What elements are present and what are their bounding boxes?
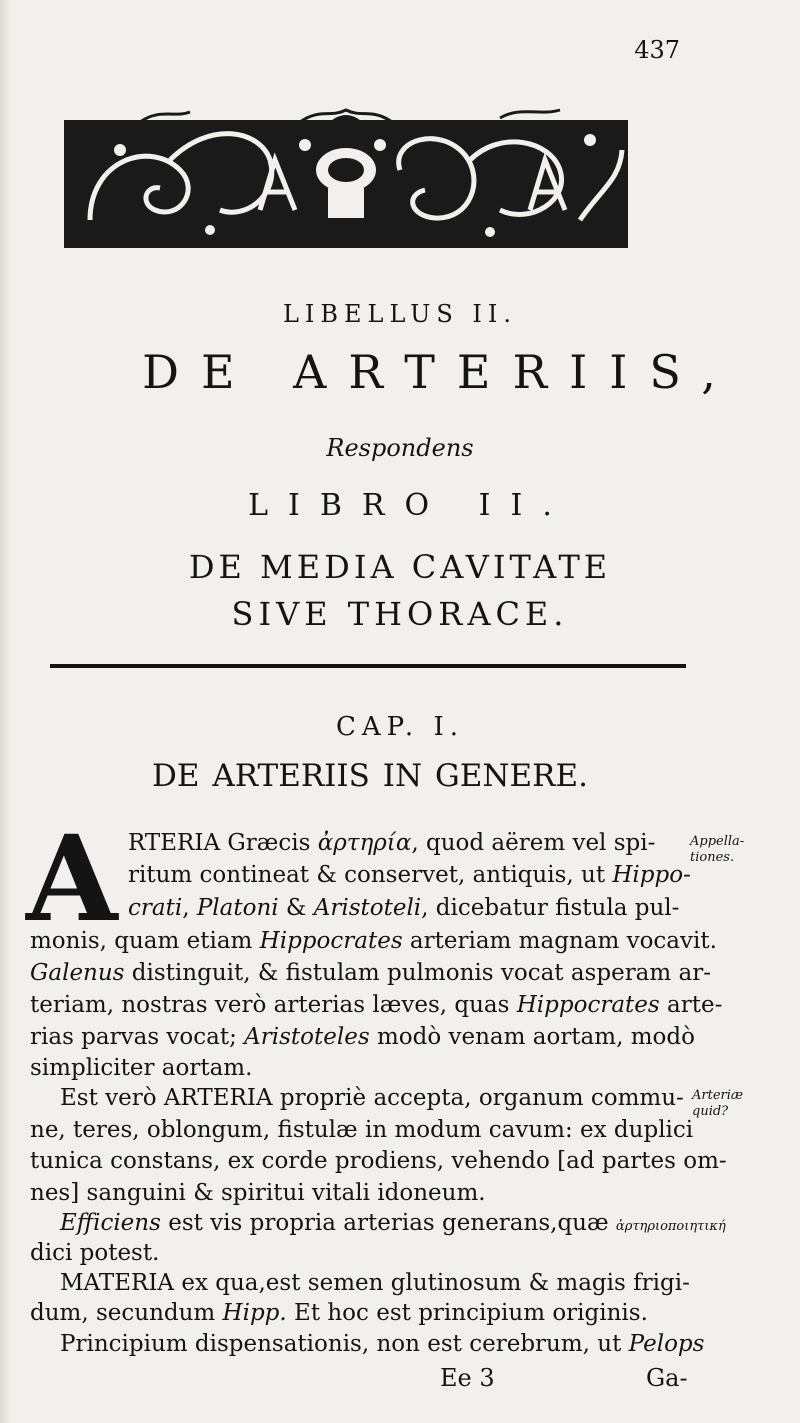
subtitle-line-2: SIVE THORACE. bbox=[231, 595, 569, 633]
text-line-11: tunica constans, ex corde prodiens, vehendo [ad partes om- bbox=[30, 1148, 727, 1174]
drop-capital: A bbox=[26, 809, 118, 948]
margin-note-appellationes: Appella- tiones. bbox=[690, 834, 745, 865]
text-line-2: ritum contineat & conservet, antiquis, ut Hippo- bbox=[128, 862, 691, 888]
text-line-12: nes] sanguini & spiritui vitali idoneum. bbox=[30, 1180, 486, 1206]
text-line-5: Galenus distinguit, & fistulam pulmonis vocat asperam ar- bbox=[30, 960, 711, 986]
chapter-number: CAP. I. bbox=[336, 712, 464, 742]
text-line-9: Est verò ARTERIA propriè accepta, organum commu- bbox=[60, 1085, 684, 1111]
text-line-17: Principium dispensationis, non est cerebrum, ut Pelops bbox=[60, 1331, 705, 1357]
headpiece-ornament bbox=[60, 100, 632, 250]
text-line-4: monis, quam etiam Hippocrates arteriam magnam vocavit. bbox=[30, 928, 717, 954]
libro-heading: LIBRO II. bbox=[248, 488, 572, 523]
text-line-3: crati, Platoni & Aristoteli, dicebatur fistula pul- bbox=[128, 895, 680, 921]
page-number: 437 bbox=[634, 36, 680, 64]
text-line-7: rias parvas vocat; Aristoteles modò venam aortam, modò bbox=[30, 1024, 695, 1050]
catchword: Ga- bbox=[646, 1364, 688, 1392]
text-line-14: dici potest. bbox=[30, 1240, 160, 1266]
horizontal-rule bbox=[50, 664, 686, 668]
text-line-10: ne, teres, oblongum, fistulæ in modum cavum: ex duplici bbox=[30, 1117, 694, 1143]
signature-mark: Ee 3 bbox=[440, 1364, 495, 1392]
respondens-line: Respondens bbox=[326, 434, 474, 462]
margin-note-arteriae-quid: Arteriæ quid? bbox=[692, 1088, 744, 1119]
text-line-16: dum, secundum Hipp. Et hoc est principium originis. bbox=[30, 1300, 648, 1326]
text-line-15: MATERIA ex qua,est semen glutinosum & magis frigi- bbox=[60, 1270, 690, 1296]
book-title: DE ARTERIIS, bbox=[142, 345, 738, 399]
text-line-6: teriam, nostras verò arterias læves, quas Hippocrates arte- bbox=[30, 992, 723, 1018]
text-line-1: RTERIA Græcis ἀρτηρία, quod aërem vel spi- bbox=[128, 830, 656, 856]
chapter-title: DE ARTERIIS IN GENERE. bbox=[152, 758, 588, 794]
libellus-heading: LIBELLUS II. bbox=[282, 300, 518, 328]
subtitle-line-1: DE MEDIA CAVITATE bbox=[188, 548, 612, 586]
text-line-13: Efficiens est vis propria arterias generans,quæ ἀρτηριοποιητική bbox=[60, 1210, 726, 1236]
text-line-8: simpliciter aortam. bbox=[30, 1055, 253, 1081]
